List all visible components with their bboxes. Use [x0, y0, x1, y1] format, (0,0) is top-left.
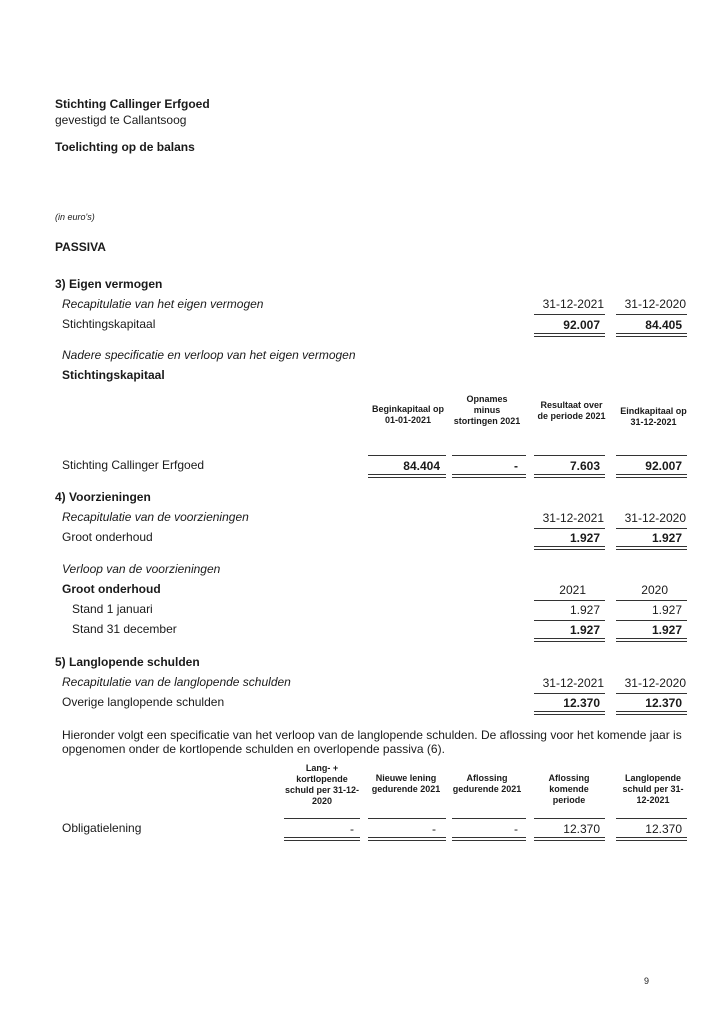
unit-note: (in euro's): [55, 212, 95, 222]
org-location: gevestigd te Callantsoog: [55, 113, 187, 127]
ls-val1: 12.370: [563, 696, 600, 710]
vz-year1: 2021: [559, 583, 586, 597]
rule: [534, 818, 605, 819]
ls-recap-label: Recapitulatie van de langlopende schulden: [62, 675, 291, 689]
double-rule: [284, 837, 360, 841]
double-rule: [534, 837, 605, 841]
rule: [616, 455, 687, 456]
vz-row-label: Groot onderhoud: [62, 530, 153, 544]
double-rule: [616, 333, 687, 337]
ls-col2-header: 31-12-2020: [624, 676, 686, 690]
vz-stand-jan-v1: 1.927: [569, 603, 600, 617]
ls-detail-val-eind: 12.370: [645, 822, 682, 836]
ev-val1: 92.007: [563, 318, 600, 332]
double-rule: [616, 711, 687, 715]
vz-stand-jan-label: Stand 1 januari: [72, 602, 153, 616]
ev-detail-val-resultaat: 7.603: [569, 459, 600, 473]
rule: [616, 600, 687, 601]
double-rule: [368, 474, 446, 478]
double-rule: [534, 474, 605, 478]
vz-verloop-label: Verloop van de voorzieningen: [62, 562, 221, 576]
page-number: 9: [644, 976, 650, 986]
double-rule: [616, 474, 687, 478]
ev-detail-row-label: Stichting Callinger Erfgoed: [62, 458, 205, 472]
ev-recap-label: Recapitulatie van het eigen vermogen: [62, 297, 264, 311]
ev-detail-sub: Stichtingskapitaal: [62, 368, 165, 382]
eigen-vermogen-title: 3) Eigen vermogen: [55, 277, 163, 291]
double-rule: [452, 837, 526, 841]
double-rule: [534, 333, 605, 337]
rule: [616, 693, 687, 694]
ls-header-aflossing-komend: Aflossing komende periode: [548, 773, 590, 805]
ev-detail-val-eind: 92.007: [645, 459, 682, 473]
vz-stand-dec-v1: 1.927: [569, 623, 600, 637]
ls-header-aflossing: Aflossing gedurende 2021: [452, 773, 522, 794]
ev-header-opnames: Opnames minus stortingen 2021: [453, 394, 521, 426]
double-rule: [534, 711, 605, 715]
vz-val1: 1.927: [569, 531, 600, 545]
schulden-title: 5) Langlopende schulden: [55, 655, 200, 669]
org-name: Stichting Callinger Erfgoed: [55, 97, 210, 111]
rule: [534, 600, 605, 601]
double-rule: [534, 546, 605, 550]
ls-val2: 12.370: [645, 696, 682, 710]
double-rule: [616, 546, 687, 550]
ev-header-eind: Eindkapitaal op 31-12-2021: [620, 406, 687, 427]
rule: [284, 818, 360, 819]
vz-stand-jan-v2: 1.927: [651, 603, 682, 617]
vz-recap-label: Recapitulatie van de voorzieningen: [62, 510, 249, 524]
ev-header-begin: Beginkapitaal op 01-01-2021: [371, 404, 444, 425]
ls-row-label: Overige langlopende schulden: [62, 695, 225, 709]
rule: [452, 818, 526, 819]
ls-detail-val-begin: -: [350, 822, 354, 836]
double-rule: [616, 638, 687, 642]
ls-detail-val-aflossing: -: [514, 822, 518, 836]
rule: [368, 818, 446, 819]
rule: [616, 818, 687, 819]
double-rule: [534, 638, 605, 642]
double-rule: [452, 474, 526, 478]
ls-header-nieuw: Nieuwe lening gedurende 2021: [371, 773, 441, 794]
ls-header-begin: Lang- + kortlopende schuld per 31-12-2020: [284, 763, 360, 806]
ls-detail-val-nieuw: -: [432, 822, 436, 836]
rule: [534, 455, 605, 456]
ev-col1-header: 31-12-2021: [542, 297, 604, 311]
double-rule: [368, 837, 446, 841]
passiva-heading: PASSIVA: [55, 240, 106, 254]
rule: [534, 693, 605, 694]
ls-paragraph: Hieronder volgt een specificatie van het verloop van de langlopende schulden. De aflossing voor het komende jaar is opgenomen onder de kortlopende schulden en overlopende passiva (6).: [62, 728, 682, 756]
vz-col2-header: 31-12-2020: [624, 511, 686, 525]
vz-verloop-sub: Groot onderhoud: [62, 582, 161, 596]
ev-header-resultaat: Resultaat over de periode 2021: [537, 400, 606, 421]
vz-year2: 2020: [641, 583, 668, 597]
ls-detail-val-aflossing-komend: 12.370: [563, 822, 600, 836]
ev-col2-header: 31-12-2020: [624, 297, 686, 311]
ls-detail-row-label: Obligatielening: [62, 821, 142, 835]
rule: [452, 455, 526, 456]
rule: [368, 455, 446, 456]
rule: [534, 528, 605, 529]
vz-stand-dec-label: Stand 31 december: [72, 622, 177, 636]
ls-col1-header: 31-12-2021: [542, 676, 604, 690]
ev-row-label: Stichtingskapitaal: [62, 317, 156, 331]
vz-stand-dec-v2: 1.927: [651, 623, 682, 637]
vz-col1-header: 31-12-2021: [542, 511, 604, 525]
ls-header-eind: Langlopende schuld per 31-12-2021: [622, 773, 684, 805]
ev-detail-title: Nadere specificatie en verloop van het eigen vermogen: [62, 348, 356, 362]
ev-detail-val-begin: 84.404: [403, 459, 440, 473]
vz-val2: 1.927: [651, 531, 682, 545]
double-rule: [616, 837, 687, 841]
rule: [534, 620, 605, 621]
rule: [534, 314, 605, 315]
ev-val2: 84.405: [645, 318, 682, 332]
rule: [616, 314, 687, 315]
section-title: Toelichting op de balans: [55, 140, 195, 154]
rule: [616, 528, 687, 529]
voorzieningen-title: 4) Voorzieningen: [55, 490, 151, 504]
ev-detail-val-opnames: -: [514, 459, 518, 473]
rule: [616, 620, 687, 621]
